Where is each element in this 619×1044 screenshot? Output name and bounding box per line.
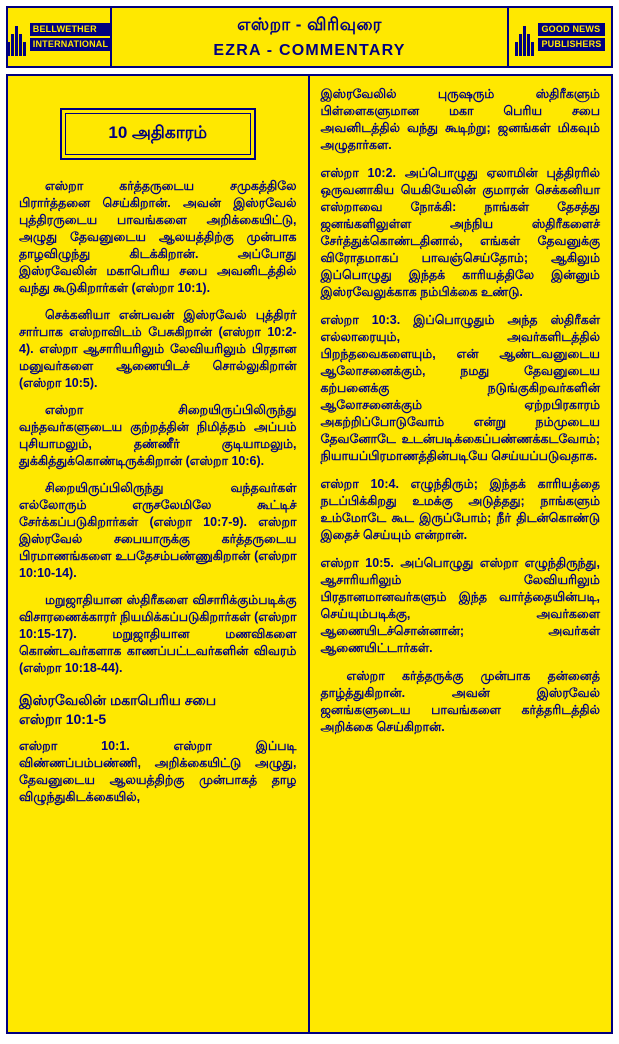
right-column: [310, 76, 612, 1032]
page-header: [6, 6, 613, 68]
summary-paragraph: எஸ்றா கர்த்தருடைய சமுகத்திலே பிரார்த்தனை செய்கிறான். அவன் இஸ்ரவேல் புத்திரருடைய பாவங்களை அறிக்கையிட்டு, அழுது தேவனுடைய ஆலயத்திற்கு முன்பாக தாழவிழுந்து கிடக்கிறான். அப்போது இஸ்ரவேலின் மகாபெரிய சபை அவனிடத்தில் வந்து கூடுகிறார்கள் (எஸ்றா 10:1).: [19, 179, 297, 295]
verse-text: இஸ்ரவேலில் புருஷரும் ஸ்திரீகளும் பிள்ளைகளுமான மகா பெரிய சபை அவனிடத்தில் வந்து கூடிற்று; ஜனங்கள் மிகவும் அழுதார்கள.: [320, 87, 600, 152]
commentary-paragraph: எஸ்றா கர்த்தருக்கு முன்பாக தன்னைத் தாழ்த்துகிறான். அவன் இஸ்ரவேல் ஜனங்களுடைய பாவங்களை கர்த்தரிடத்தில் அறிக்கை செய்கிறான்.: [320, 669, 600, 734]
bellwether-logo-line1: BELLWETHER: [30, 23, 111, 36]
verse-text: எஸ்றா 10:2. அப்பொழுது ஏலாமின் புத்திரரில் ஒருவனாகிய யெகியேலின் குமாரன் செக்கனியா எஸ்றாவை நோக்கி: நாங்கள் தேசத்து ஜனங்களிலுள்ள அந்நிய ஸ்திரீகளைச் சேர்த்துக்கொண்டதினால், எங்கள் தேவனுக்கு விரோதமாகப் பாவஞ்செய்தோம்; ஆகிலும் இப்பொழுது இந்தக் காரியத்திலே இன்னும் இஸ்ரவேலுக்காக நம்பிக்கை உண்டு.: [320, 166, 600, 299]
page-title-english: EZRA - COMMENTARY: [213, 41, 406, 59]
page-title-tamil: எஸ்றா - விரிவுரை: [237, 14, 382, 34]
verse-text: எஸ்றா 10:1. எஸ்றா இப்படி விண்ணப்பம்பண்ணி, அறிக்கையிட்டு அழுது, தேவனுடைய ஆலயத்திற்கு முன்பாகத் தாழ விழுந்துகிடக்கையில்,: [19, 739, 297, 804]
section-heading: [19, 691, 297, 729]
verse-text: எஸ்றா 10:3. இப்பொழுதும் அந்த ஸ்திரீகள் எல்லாரையும், அவர்களிடத்தில் பிறந்தவைகளையும், என் ஆண்டவனுடைய ஆலோசனைக்கும், நமது தேவனுடைய கற்பனைக்கு நடுங்குகிறவர்களின் ஆலோசனைக்கும் ஏற்றபிரகாரம் அகற்றிப்போடுவோம் என்று நம்முடைய தேவனோடே உடன்படிக்கைப்பண்ணக்கடவோம்; நியாயப்பிரமாணத்தின்படியே செய்யப்படுவதாக.: [320, 313, 600, 463]
summary-paragraph: எஸ்றா சிறையிருப்பிலிருந்து வந்தவர்களுடைய குற்றத்தின் நிமித்தம் அப்பம் புசியாமலும், தண்ணீர் குடியாமலும், துக்கித்துக்கொண்டிருக்கிறான் (எஸ்றா 10:6).: [19, 403, 297, 468]
tower-icon: [7, 18, 27, 56]
content-area: [6, 74, 613, 1034]
verse-text: எஸ்றா 10:4. எழுந்திரும்; இந்தக் காரியத்தை நடப்பிக்கிறது உமக்கு அடுத்தது; நாங்களும் உம்மோடே கூட இருப்போம்; நீர் திடன்கொண்டு இதைச் செய்யும் என்றான்.: [320, 477, 600, 542]
verse-text: எஸ்றா 10:5. அப்பொழுது எஸ்றா எழுந்திருந்து, ஆசாரியரிலும் லேவியரிலும் பிரதானமானவர்களும் இந்த வார்த்தையின்படி, செய்யும்படிக்கு, அவர்களை ஆணையிடச்சொன்னான்; அவர்கள் ஆணையிட்டார்கள்.: [320, 556, 600, 655]
left-column: [8, 76, 310, 1032]
summary-paragraph: சிறையிருப்பிலிருந்து வந்தவர்கள் எல்லோரும் எருசலேமிலே கூட்டிச் சேர்க்கப்படுகிறார்கள் (எஸ்றா 10:7-9). எஸ்றா இஸ்ரவேல் சபையாருக்கு கர்த்தருடைய பிரமாணங்களை உபதேசம்பண்ணுகிறான் (எஸ்றா 10:10-14).: [19, 481, 297, 580]
bellwether-international-logo: [8, 8, 112, 66]
bellwether-logo-line2: INTERNATIONAL: [30, 38, 111, 51]
chapter-badge: [60, 108, 256, 160]
section-heading-title: இஸ்ரவேலின் மகாபெரிய சபை: [19, 692, 217, 708]
summary-paragraph: மறுஜாதியான ஸ்திரீகளை விசாரிக்கும்படிக்கு விசாரணைக்காரர் நியமிக்கப்படுகிறார்கள் (எஸ்றா 10:15-17). மறுஜாதியான மணவிகளை கொண்டவர்களாக காணப்பட்டவர்களின் விவரம் (எஸ்றா 10:18-44).: [19, 593, 297, 675]
header-titles: [112, 8, 507, 66]
good-news-logo-line2: PUBLISHERS: [538, 38, 604, 51]
chapter-badge-label: 10 அதிகாரம்: [65, 113, 251, 155]
tower-icon-right: [515, 18, 535, 56]
section-heading-reference: எஸ்றா 10:1-5: [19, 711, 107, 727]
summary-paragraph: செக்கனியா என்பவன் இஸ்ரவேல் புத்திரர் சார்பாக எஸ்றாவிடம் பேசுகிறான் (எஸ்றா 10:2-4). எஸ்றா ஆசாரியரிலும் லேவியரிலும் பிரதான மனுவர்களை ஆணையிடச் சொல்லுகிறான் (எஸ்றா 10:5).: [19, 308, 297, 390]
good-news-publishers-logo: [507, 8, 611, 66]
good-news-logo-line1: GOOD NEWS: [538, 23, 604, 36]
